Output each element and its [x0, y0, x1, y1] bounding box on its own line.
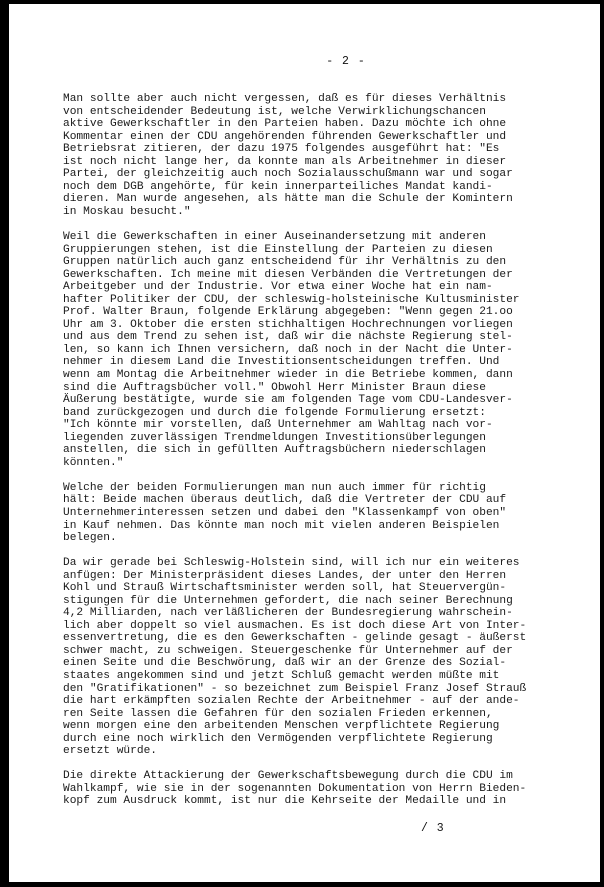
text-line: Kohl und Strauß Wirtschaftsminister werden soll, hat Steuervergün- — [63, 582, 507, 595]
text-line: Arbeitgeber und der Industrie. Vor etwa einer Woche hat ein nam- — [63, 281, 493, 294]
scan-border-right — [600, 0, 604, 887]
text-line: Prof. Walter Braun, folgende Erklärung abgegeben: "Wenn gegen 21.oo — [63, 306, 513, 319]
scan-border-top — [0, 0, 604, 4]
text-line: Welche der beiden Formulierungen man nun auch immer für richtig — [63, 481, 486, 494]
text-line: Uhr am 3. Oktober die ersten stichhaltigen Hochrechnungen vorliegen — [63, 318, 513, 331]
text-line: hafter Politiker der CDU, der schleswig-holsteinische Kultusminister — [63, 293, 520, 306]
text-line: nehmer in diesem Land die Investitionsentscheidungen treffen. Und — [63, 356, 500, 369]
text-line: Unternehmerinteressen setzen und dabei den "Klassenkampf von oben" — [63, 506, 507, 519]
paragraph — [63, 770, 563, 808]
text-line: aktive Gewerkschaftler in den Parteien haben. Dazu möchte ich ohne — [63, 118, 507, 131]
text-line: ersetzt würde. — [63, 745, 157, 758]
text-line: Betriebsrat zitieren, der dazu 1975 folgendes ausgeführt hat: "Es — [63, 143, 500, 156]
body-text — [63, 93, 563, 820]
text-line: "Ich könnte mir vorstellen, daß Unternehmer am Wahltag nach vor- — [63, 419, 493, 432]
text-line: Weil die Gewerkschaften in einer Auseinandersetzung mit anderen — [63, 230, 486, 243]
text-line: von entscheidender Bedeutung ist, welche Verwirklichungschancen — [63, 105, 486, 118]
text-line: wenn am Montag die Arbeitnehmer wieder in die Betriebe kommen, dann — [63, 368, 513, 381]
text-line: in Kauf nehmen. Das könnte man noch mit vielen anderen Beispielen — [63, 519, 500, 532]
text-line: band zurückgezogen und durch die folgende Formulierung ersetzt: — [63, 406, 486, 419]
text-line: Gruppen natürlich auch ganz entscheidend für ihr Verhältnis zu den — [63, 256, 507, 269]
text-line: die hart erkämpften sozialen Rechte der Arbeitnehmer - auf der ande- — [63, 695, 520, 708]
text-line: den "Gratifikationen" - so bezeichnet zum Beispiel Franz Josef Strauß — [63, 682, 527, 695]
text-line: wenn morgen eine den arbeitenden Menschen verpflichtete Regierung — [63, 720, 500, 733]
paragraph — [63, 557, 563, 758]
text-line: stigungen für die Unternehmen gefordert, die nach seiner Berechnung — [63, 594, 513, 607]
text-line: Wahlkampf, wie sie in der sogenannten Dokumentation von Herrn Bieden- — [63, 782, 527, 795]
text-line: Da wir gerade bei Schleswig-Holstein sind, will ich nur ein weiteres — [63, 557, 520, 570]
text-line: ist noch nicht lange her, da konnte man als Arbeitnehmer in dieser — [63, 155, 507, 168]
paragraph — [63, 231, 563, 469]
text-line: ren Seite lassen die Gefahren für den sozialen Frieden erkennen, — [63, 707, 493, 720]
text-line: anstellen, die sich in gefüllten Auftragsbüchern niederschlagen — [63, 444, 486, 457]
text-line: anfügen: Der Ministerpräsident dieses Landes, der unter den Herren — [63, 569, 507, 582]
text-line: in Moskau besucht." — [63, 205, 191, 218]
text-line: Man sollte aber auch nicht vergessen, daß es für dieses Verhältnis — [63, 93, 507, 105]
scan-border-left — [0, 0, 9, 887]
scan-border-bottom — [0, 882, 604, 887]
text-line: dieren. Man wurde angesehen, als hätte man die Schule der Komintern — [63, 193, 513, 206]
text-line: hält: Beide machen überaus deutlich, daß die Vertreter der CDU auf — [63, 494, 507, 507]
text-line: liegenden zuverlässigen Trendmeldungen Investitionsüberlegungen — [63, 431, 486, 444]
page-number: - 2 - — [326, 55, 366, 68]
text-line: durch eine noch wirklich den Vermögenden verpflichtete Regierung — [63, 732, 493, 745]
text-line: Kommentar einen der CDU angehörenden führenden Gewerkschaftler und — [63, 130, 507, 143]
text-line: len, so kann ich Ihnen versichern, daß noch in der Nacht die Unter- — [63, 343, 513, 356]
text-line: Die direkte Attackierung der Gewerkschaftsbewegung durch die CDU im — [63, 770, 513, 783]
paragraph — [63, 482, 563, 545]
text-line: sind die Auftragsbücher voll." Obwohl Herr Minister Braun diese — [63, 381, 486, 394]
text-line: essenvertretung, die es den Gewerkschaften - gelinde gesagt - äußerst — [63, 632, 527, 645]
text-line: 4,2 Milliarden, nach verläßlicheren der Bundesregierung wahrschein- — [63, 607, 513, 620]
text-line: noch dem DGB angehörte, für kein innerparteiliches Mandat kandi- — [63, 180, 493, 193]
continuation-mark: / 3 — [421, 822, 445, 835]
text-line: Äußerung bestätigte, wurde sie am folgenden Tage vom CDU-Landesver- — [63, 394, 513, 407]
text-line: und aus dem Trend zu sehen ist, daß wir die nächste Regierung stel- — [63, 331, 513, 344]
text-line: belegen. — [63, 532, 117, 545]
text-line: lich aber doppelt so viel ausmachen. Es ist doch diese Art von Inter- — [63, 619, 527, 632]
text-line: einen Seite und die Beschwörung, daß wir an der Grenze des Sozial- — [63, 657, 507, 670]
text-line: Gewerkschaften. Ich meine mit diesen Verbänden die Vertretungen der — [63, 268, 513, 281]
text-line: Partei, der gleichzeitig auch noch Sozialausschußmann war und sogar — [63, 168, 513, 181]
text-line: schwer macht, zu schweigen. Steuergeschenke für Unternehmer auf der — [63, 644, 513, 657]
text-line: staates angekommen sind und jetzt Schluß gemacht werden müßte mit — [63, 670, 500, 683]
text-line: Gruppierungen stehen, ist die Einstellung der Parteien zu diesen — [63, 243, 493, 256]
text-line: könnten." — [63, 456, 124, 469]
text-line: kopf zum Ausdruck kommt, ist nur die Kehrseite der Medaille und in — [63, 795, 507, 808]
paragraph — [63, 93, 563, 218]
